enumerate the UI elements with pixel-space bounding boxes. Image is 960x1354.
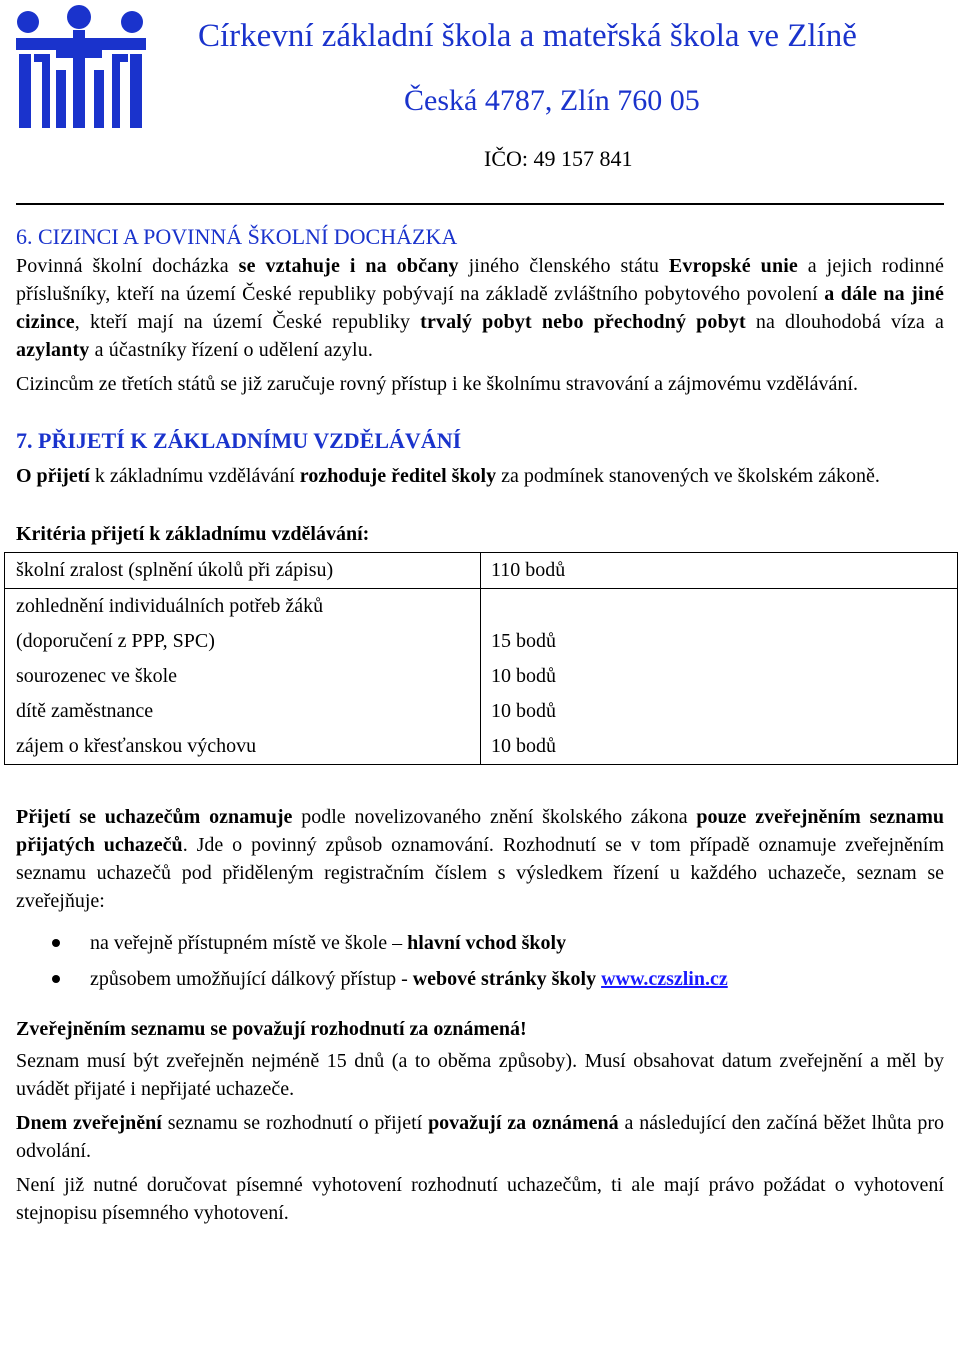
section-7-paragraph-3: Seznam musí být zveřejněn nejméně 15 dnů (a to oběma způsoby). Musí obsahovat datum zveřejnění a měl by uvádět přijaté i nepřijaté uchazeče.: [16, 1050, 944, 1100]
criterion-points: [481, 589, 958, 625]
publication-list: [16, 925, 944, 997]
school-name: Církevní základní škola a mateřská škola ve Zlíně: [198, 18, 857, 54]
criterion-label: sourozenec ve škole: [5, 659, 481, 694]
criteria-heading: Kritéria přijetí k základnímu vzdělávání:: [16, 523, 370, 545]
criterion-label: zohlednění individuálních potřeb žáků: [5, 589, 481, 625]
section-6-title: 6. CIZINCI A POVINNÁ ŠKOLNÍ DOCHÁZKA: [16, 224, 458, 249]
criterion-points: 110 bodů: [481, 553, 958, 589]
section-7-paragraph-2: Přijetí se uchazečům oznamuje podle novelizovaného znění školského zákona pouze zveřejněním seznamu přijatých uchazečů. Jde o povinný způsob oznamování. Rozhodnutí se v tom případě oznamuje zveřejněním seznamu uchazečů pod přiděleným registračním číslem s výsledkem řízení u každého uchazeče, seznam se zveřejňuje:: [16, 806, 945, 912]
table-row: [5, 659, 958, 694]
criterion-label: dítě zaměstnance: [5, 694, 481, 729]
criterion-points: 10 bodů: [481, 694, 958, 729]
section-7-title: 7. PŘIJETÍ K ZÁKLADNÍMU VZDĚLÁVÁNÍ: [16, 428, 462, 453]
list-item: na veřejně přístupném místě ve škole – hlavní vchod školy: [16, 925, 944, 961]
school-website-link[interactable]: www.czszlin.cz: [601, 968, 728, 990]
school-address: Česká 4787, Zlín 760 05: [404, 84, 700, 117]
criterion-points: 15 bodů: [481, 624, 958, 659]
criterion-label: zájem o křesťanskou výchovu: [5, 729, 481, 765]
criterion-label: (doporučení z PPP, SPC): [5, 624, 481, 659]
table-row: [5, 553, 958, 589]
section-7-paragraph-1: O přijetí k základnímu vzdělávání rozhoduje ředitel školy za podmínek stanovených ve školském zákoně.: [16, 465, 880, 487]
criterion-points: 10 bodů: [481, 729, 958, 765]
section-7-paragraph-5: Není již nutné doručovat písemné vyhotovení rozhodnutí uchazečům, ti ale mají právo požádat o vyhotovení stejnopisu písemného vyhotovení.: [16, 1174, 944, 1224]
section-7-paragraph-4: Dnem zveřejnění seznamu se rozhodnutí o přijetí považují za oznámená a následující den začíná běžet lhůta pro odvolání.: [16, 1112, 945, 1162]
table-row: [5, 624, 958, 659]
table-row: [5, 694, 958, 729]
header-divider: [16, 203, 944, 205]
school-ico: IČO: 49 157 841: [484, 146, 633, 171]
letterhead: [0, 0, 960, 210]
section-6-paragraph-2: Cizincům ze třetích států se již zaručuje rovný přístup i ke školnímu stravování a zájmovému vzdělávání.: [16, 373, 858, 395]
table-row: [5, 589, 958, 625]
table-row: [5, 729, 958, 765]
criteria-table: [4, 552, 958, 765]
publication-notice: Zveřejněním seznamu se považují rozhodnutí za oznámená!: [16, 1018, 527, 1040]
criterion-label: školní zralost (splnění úkolů při zápisu): [5, 553, 481, 589]
document-body: [16, 222, 944, 1227]
list-item: způsobem umožňující dálkový přístup - webové stránky školy www.czszlin.cz: [16, 961, 944, 997]
school-logo: [16, 4, 146, 130]
section-6-paragraph-1: Povinná školní docházka se vztahuje i na občany jiného členského státu Evropské unie a jejich rodinné příslušníky, kteří na území České republiky pobývají na základě zvláštního pobytového povolení a dále na jiné cizince, kteří mají na území České republiky trvalý pobyt nebo přechodný pobyt na dlouhodobá víza a azylanty a účastníky řízení o udělení azylu.: [16, 255, 944, 361]
criterion-points: 10 bodů: [481, 659, 958, 694]
